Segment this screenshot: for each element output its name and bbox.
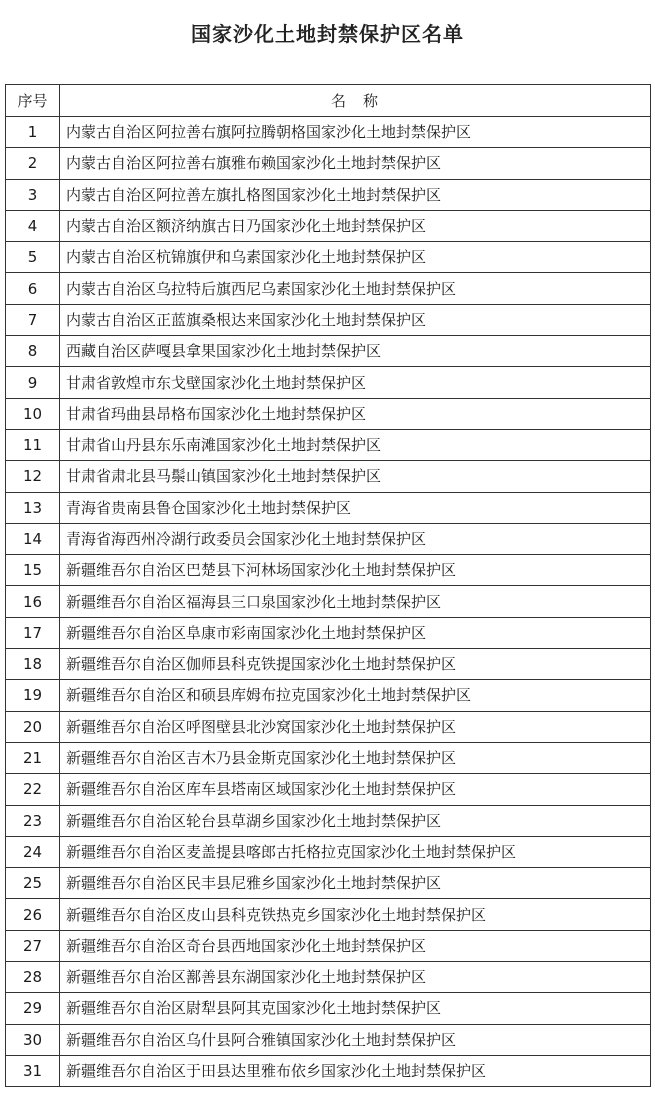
row-number: 14 [6, 523, 60, 554]
row-number: 12 [6, 461, 60, 492]
row-number: 9 [6, 367, 60, 398]
table-row [6, 868, 651, 899]
row-number: 27 [6, 930, 60, 961]
protected-area-name: 新疆维吾尔自治区库车县塔南区域国家沙化土地封禁保护区 [60, 774, 651, 805]
protected-area-name: 新疆维吾尔自治区轮台县草湖乡国家沙化土地封禁保护区 [60, 805, 651, 836]
protected-area-name: 新疆维吾尔自治区巴楚县下河林场国家沙化土地封禁保护区 [60, 555, 651, 586]
table-row [6, 336, 651, 367]
column-header-number: 序号 [6, 85, 60, 117]
protected-area-name: 青海省贵南县鲁仓国家沙化土地封禁保护区 [60, 492, 651, 523]
table-row [6, 930, 651, 961]
row-number: 29 [6, 993, 60, 1024]
row-number: 23 [6, 805, 60, 836]
protected-area-name: 新疆维吾尔自治区麦盖提县喀郎古托格拉克国家沙化土地封禁保护区 [60, 836, 651, 867]
row-number: 1 [6, 117, 60, 148]
row-number: 13 [6, 492, 60, 523]
table-header-row [6, 85, 651, 117]
row-number: 30 [6, 1024, 60, 1055]
protected-area-name: 新疆维吾尔自治区于田县达里雅布依乡国家沙化土地封禁保护区 [60, 1055, 651, 1086]
table-row [6, 179, 651, 210]
row-number: 22 [6, 774, 60, 805]
row-number: 26 [6, 899, 60, 930]
protected-area-name: 内蒙古自治区阿拉善右旗阿拉腾朝格国家沙化土地封禁保护区 [60, 117, 651, 148]
protected-area-name: 新疆维吾尔自治区尉犁县阿其克国家沙化土地封禁保护区 [60, 993, 651, 1024]
table-row [6, 242, 651, 273]
row-number: 19 [6, 680, 60, 711]
table-row [6, 586, 651, 617]
table-row [6, 805, 651, 836]
protected-area-name: 青海省海西州冷湖行政委员会国家沙化土地封禁保护区 [60, 523, 651, 554]
protected-area-name: 西藏自治区萨嘎县拿果国家沙化土地封禁保护区 [60, 336, 651, 367]
table-row [6, 962, 651, 993]
table-row [6, 273, 651, 304]
protected-area-name: 新疆维吾尔自治区呼图壁县北沙窝国家沙化土地封禁保护区 [60, 711, 651, 742]
protected-area-name: 甘肃省肃北县马鬃山镇国家沙化土地封禁保护区 [60, 461, 651, 492]
protected-area-name: 内蒙古自治区正蓝旗桑根达来国家沙化土地封禁保护区 [60, 304, 651, 335]
table-row [6, 492, 651, 523]
table-row [6, 1024, 651, 1055]
table-row [6, 649, 651, 680]
protected-area-name: 甘肃省敦煌市东戈壁国家沙化土地封禁保护区 [60, 367, 651, 398]
protected-area-name: 内蒙古自治区杭锦旗伊和乌素国家沙化土地封禁保护区 [60, 242, 651, 273]
row-number: 17 [6, 617, 60, 648]
row-number: 18 [6, 649, 60, 680]
table-row [6, 742, 651, 773]
protected-area-name: 内蒙古自治区阿拉善左旗扎格图国家沙化土地封禁保护区 [60, 179, 651, 210]
protected-area-name: 内蒙古自治区阿拉善右旗雅布赖国家沙化土地封禁保护区 [60, 148, 651, 179]
row-number: 28 [6, 962, 60, 993]
page-title: 国家沙化土地封禁保护区名单 [191, 22, 464, 46]
protected-area-name: 新疆维吾尔自治区皮山县科克铁热克乡国家沙化土地封禁保护区 [60, 899, 651, 930]
row-number: 21 [6, 742, 60, 773]
table-row [6, 117, 651, 148]
protected-area-name: 甘肃省玛曲县昂格布国家沙化土地封禁保护区 [60, 398, 651, 429]
protected-area-table [5, 84, 651, 1087]
protected-area-name: 新疆维吾尔自治区阜康市彩南国家沙化土地封禁保护区 [60, 617, 651, 648]
row-number: 31 [6, 1055, 60, 1086]
row-number: 15 [6, 555, 60, 586]
row-number: 8 [6, 336, 60, 367]
table-row [6, 555, 651, 586]
protected-area-name: 新疆维吾尔自治区伽师县科克铁提国家沙化土地封禁保护区 [60, 649, 651, 680]
protected-area-name: 甘肃省山丹县东乐南滩国家沙化土地封禁保护区 [60, 429, 651, 460]
protected-area-name: 内蒙古自治区额济纳旗古日乃国家沙化土地封禁保护区 [60, 210, 651, 241]
table-row [6, 523, 651, 554]
table-row [6, 398, 651, 429]
protected-area-name: 新疆维吾尔自治区奇台县西地国家沙化土地封禁保护区 [60, 930, 651, 961]
row-number: 4 [6, 210, 60, 241]
table-row [6, 429, 651, 460]
row-number: 10 [6, 398, 60, 429]
table-row [6, 304, 651, 335]
protected-area-name: 新疆维吾尔自治区鄯善县东湖国家沙化土地封禁保护区 [60, 962, 651, 993]
protected-area-name: 新疆维吾尔自治区乌什县阿合雅镇国家沙化土地封禁保护区 [60, 1024, 651, 1055]
table-body [6, 117, 651, 1087]
protected-area-name: 新疆维吾尔自治区和硕县库姆布拉克国家沙化土地封禁保护区 [60, 680, 651, 711]
row-number: 11 [6, 429, 60, 460]
row-number: 25 [6, 868, 60, 899]
table-row [6, 1055, 651, 1086]
table-row [6, 210, 651, 241]
row-number: 3 [6, 179, 60, 210]
protected-area-name: 新疆维吾尔自治区民丰县尼雅乡国家沙化土地封禁保护区 [60, 868, 651, 899]
table-row [6, 899, 651, 930]
table-row [6, 617, 651, 648]
row-number: 16 [6, 586, 60, 617]
row-number: 5 [6, 242, 60, 273]
row-number: 7 [6, 304, 60, 335]
table-row [6, 148, 651, 179]
row-number: 24 [6, 836, 60, 867]
row-number: 6 [6, 273, 60, 304]
table-row [6, 367, 651, 398]
row-number: 2 [6, 148, 60, 179]
row-number: 20 [6, 711, 60, 742]
table-row [6, 711, 651, 742]
table-row [6, 680, 651, 711]
table-row [6, 774, 651, 805]
column-header-name: 名 称 [60, 85, 651, 117]
table-row [6, 836, 651, 867]
table-row [6, 461, 651, 492]
protected-area-name: 内蒙古自治区乌拉特后旗西尼乌素国家沙化土地封禁保护区 [60, 273, 651, 304]
table-row [6, 993, 651, 1024]
protected-area-name: 新疆维吾尔自治区福海县三口泉国家沙化土地封禁保护区 [60, 586, 651, 617]
protected-area-name: 新疆维吾尔自治区吉木乃县金斯克国家沙化土地封禁保护区 [60, 742, 651, 773]
